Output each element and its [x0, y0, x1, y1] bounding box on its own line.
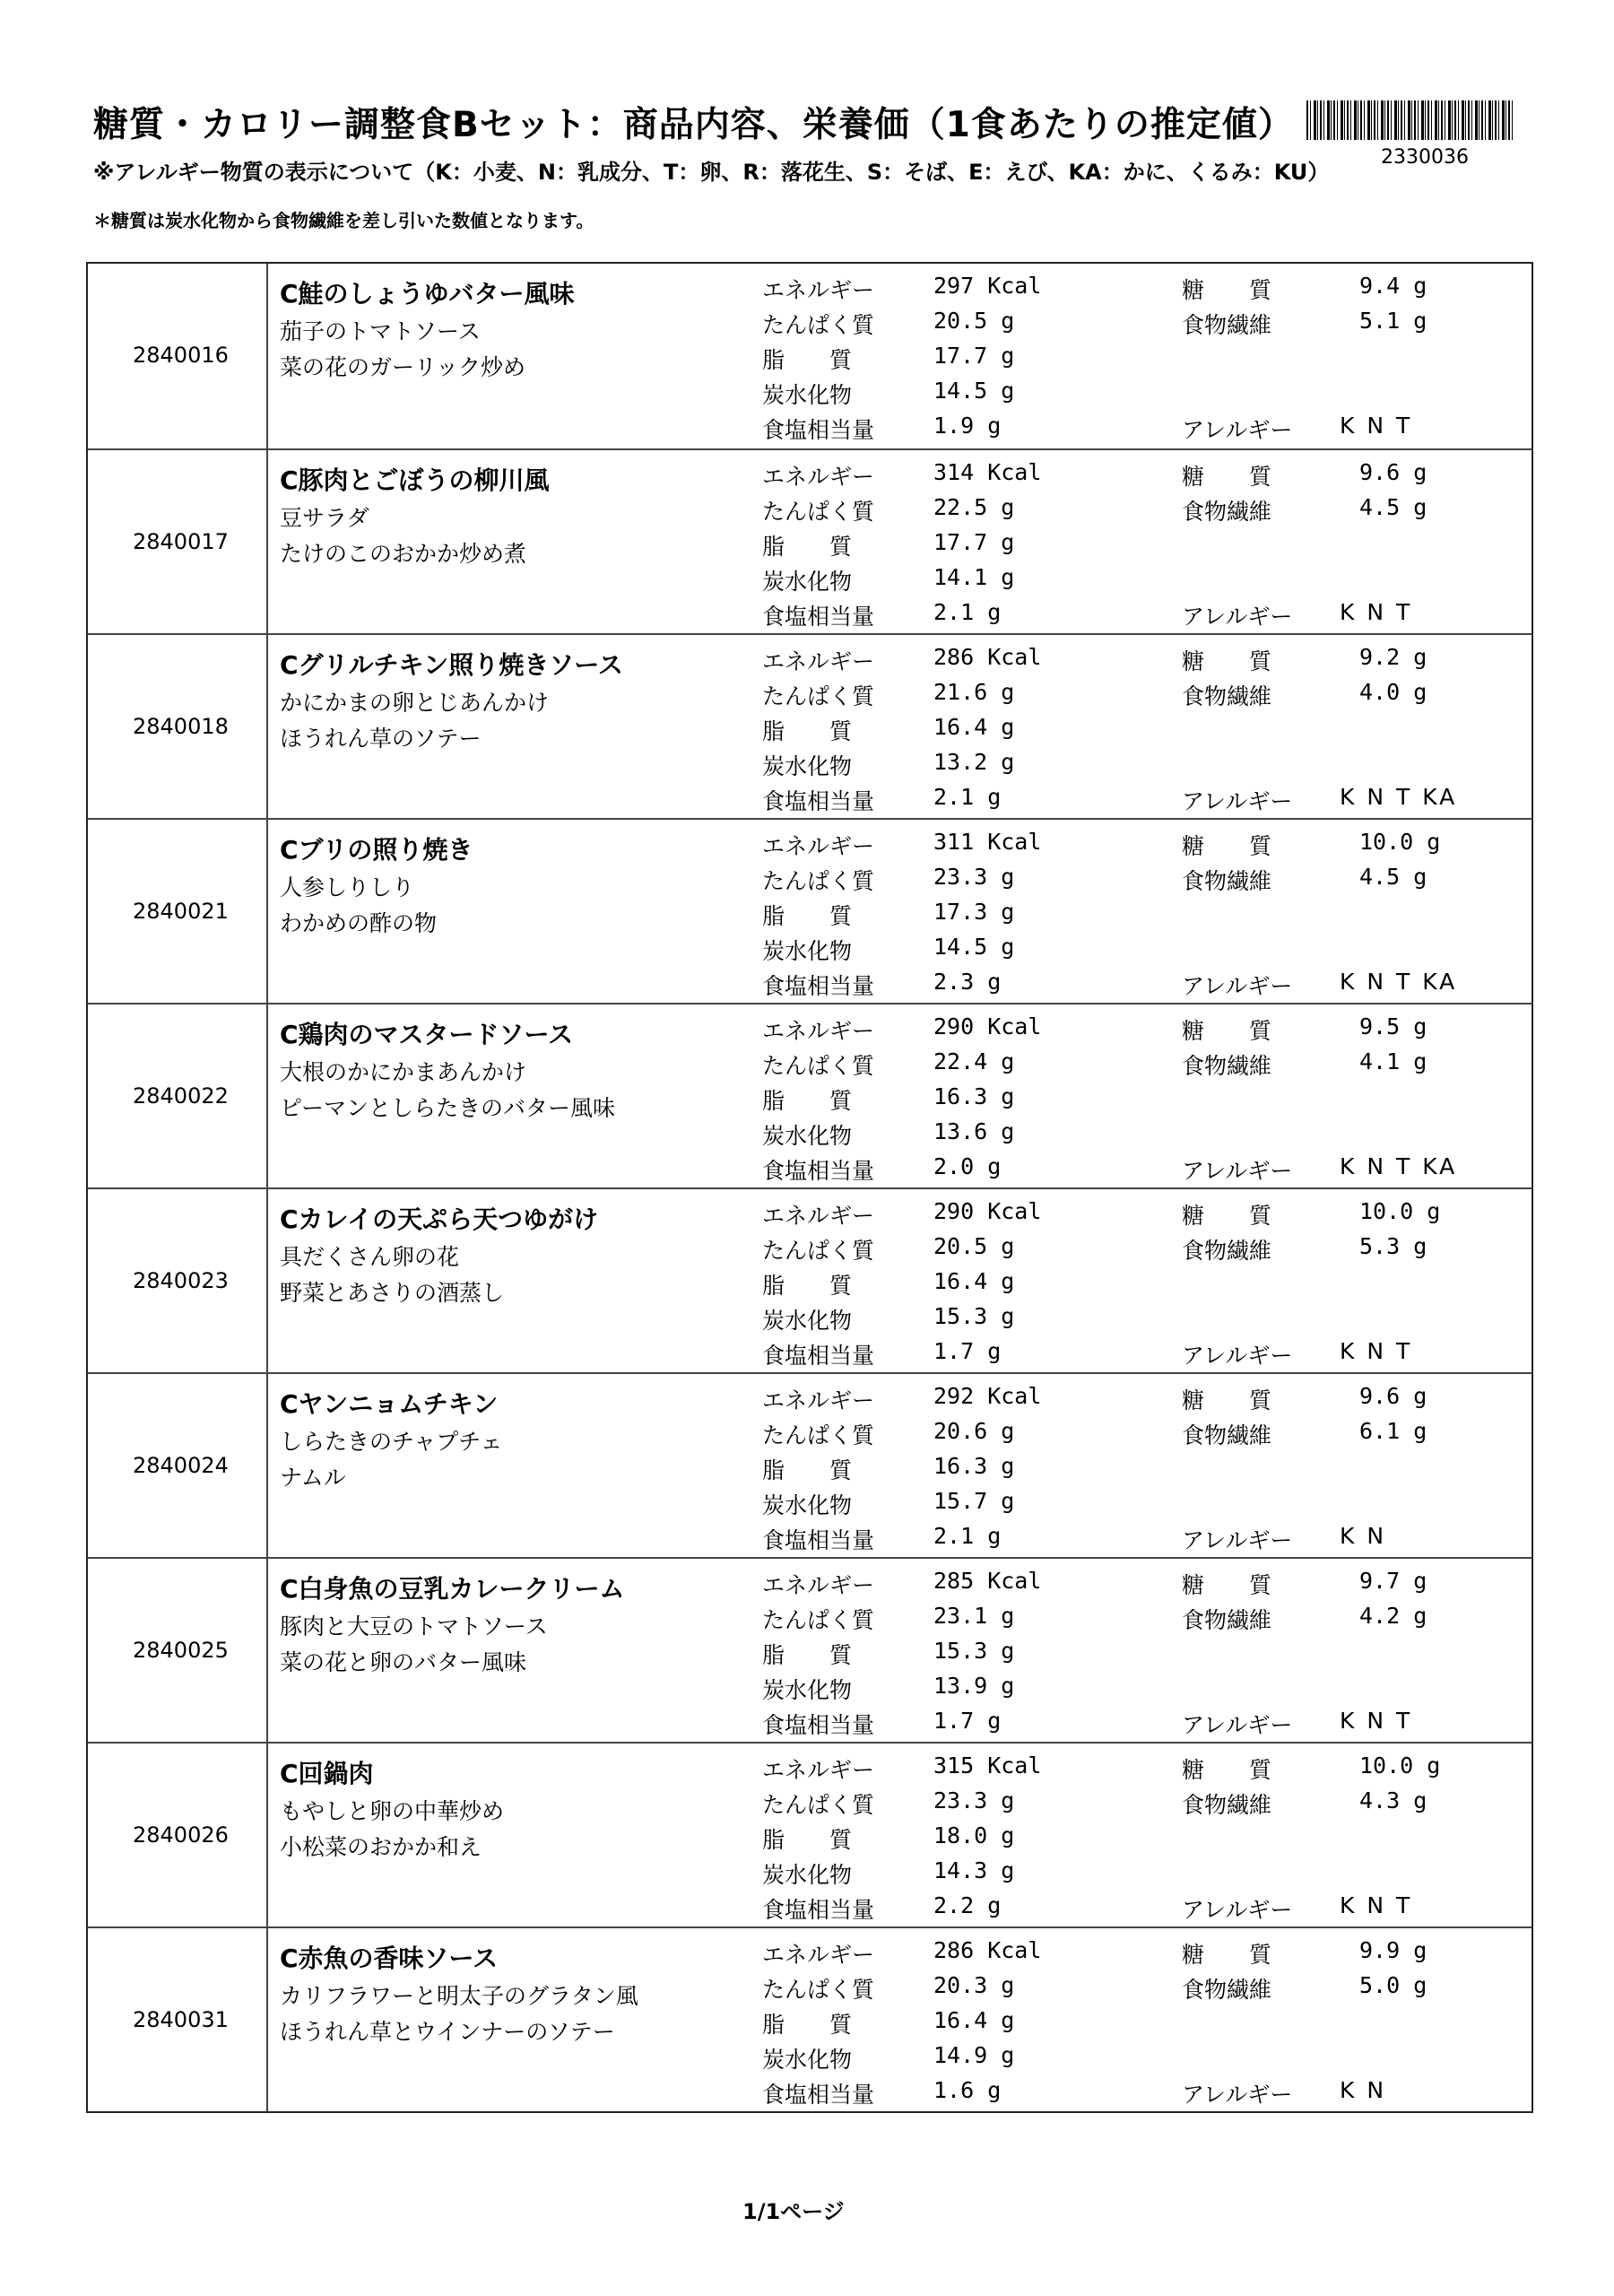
protein-value: 23.1 g — [933, 1603, 1015, 1629]
salt-label: 食塩相当量 — [762, 1527, 875, 1553]
product-code: 2840023 — [133, 1268, 229, 1293]
carbs-value: 14.3 g — [933, 1857, 1015, 1883]
sugar-value: 9.2 g — [1359, 644, 1427, 670]
energy-value: 290 Kcal — [933, 1013, 1042, 1039]
sugar-value: 9.6 g — [1359, 1383, 1427, 1409]
salt-value: 2.0 g — [933, 1153, 1002, 1179]
fiber-value: 6.1 g — [1359, 1418, 1427, 1444]
salt-label: 食塩相当量 — [762, 973, 875, 999]
fiber-label: 食物繊維 — [1182, 1977, 1272, 2003]
protein-label: たんぱく質 — [762, 499, 875, 525]
sugar-label: 糖 質 — [1182, 1572, 1272, 1598]
fat-value: 16.4 g — [933, 2007, 1015, 2033]
salt-label: 食塩相当量 — [762, 1343, 875, 1369]
fiber-value: 4.5 g — [1359, 864, 1427, 890]
protein-label: たんぱく質 — [762, 1977, 875, 2003]
fat-label: 脂 質 — [762, 718, 853, 744]
fiber-value: 5.0 g — [1359, 1972, 1427, 1998]
sugar-value: 9.4 g — [1359, 273, 1427, 299]
column-divider — [266, 264, 268, 448]
energy-value: 290 Kcal — [933, 1198, 1042, 1224]
energy-label: エネルギー — [762, 648, 875, 674]
allergen-codes: K N — [1340, 2077, 1387, 2103]
product-code: 2840021 — [133, 899, 229, 924]
product-code: 2840017 — [133, 529, 229, 554]
fiber-value: 5.3 g — [1359, 1233, 1427, 1259]
sugar-label: 糖 質 — [1182, 1203, 1272, 1229]
fiber-label: 食物繊維 — [1182, 868, 1272, 894]
protein-label: たんぱく質 — [762, 1238, 875, 1264]
allergen-codes: K N T — [1340, 1338, 1413, 1364]
fiber-label: 食物繊維 — [1182, 1238, 1272, 1264]
fat-label: 脂 質 — [762, 1642, 853, 1668]
side-dish-1: しらたきのチャプチェ — [280, 1429, 503, 1455]
energy-label: エネルギー — [762, 1203, 875, 1229]
product-code: 2840022 — [133, 1083, 229, 1109]
product-code: 2840025 — [133, 1638, 229, 1663]
fiber-label: 食物繊維 — [1182, 312, 1272, 338]
salt-value: 2.1 g — [933, 784, 1002, 810]
allergy-label: アレルギー — [1182, 1527, 1293, 1553]
barcode-image — [1306, 100, 1513, 140]
energy-label: エネルギー — [762, 277, 875, 303]
side-dish-2: ほうれん草のソテー — [280, 726, 482, 752]
carbs-value: 13.2 g — [933, 749, 1015, 775]
carbs-value: 14.1 g — [933, 564, 1015, 590]
fiber-value: 4.2 g — [1359, 1603, 1427, 1629]
side-dish-1: 豚肉と大豆のトマトソース — [280, 1613, 548, 1639]
energy-label: エネルギー — [762, 1942, 875, 1968]
fiber-value: 4.1 g — [1359, 1048, 1427, 1074]
protein-label: たんぱく質 — [762, 868, 875, 894]
energy-value: 315 Kcal — [933, 1752, 1042, 1779]
side-dish-2: 小松菜のおかか和え — [280, 1834, 482, 1860]
main-dish: C豚肉とごぼうの柳川風 — [280, 465, 550, 495]
menu-row — [88, 1557, 1532, 1742]
sugar-label: 糖 質 — [1182, 1942, 1272, 1968]
salt-value: 1.7 g — [933, 1338, 1002, 1364]
fat-label: 脂 質 — [762, 347, 853, 373]
energy-value: 285 Kcal — [933, 1568, 1042, 1594]
column-divider — [266, 1928, 268, 2111]
fat-value: 16.3 g — [933, 1083, 1015, 1109]
salt-label: 食塩相当量 — [762, 1712, 875, 1738]
column-divider — [266, 635, 268, 818]
carbs-value: 14.9 g — [933, 2042, 1015, 2068]
column-divider — [266, 1189, 268, 1372]
fiber-value: 5.1 g — [1359, 308, 1427, 334]
side-dish-2: 菜の花と卵のバター風味 — [280, 1649, 527, 1675]
carbs-label: 炭水化物 — [762, 938, 853, 964]
salt-label: 食塩相当量 — [762, 1158, 875, 1184]
fat-label: 脂 質 — [762, 1457, 853, 1483]
side-dish-2: ピーマンとしらたきのバター風味 — [280, 1095, 616, 1121]
side-dish-2: わかめの酢の物 — [280, 910, 438, 936]
menu-row — [88, 633, 1532, 818]
energy-label: エネルギー — [762, 833, 875, 859]
side-dish-1: 大根のかにかまあんかけ — [280, 1059, 527, 1085]
main-dish: C回鍋肉 — [280, 1759, 374, 1788]
main-dish: C白身魚の豆乳カレークリーム — [280, 1574, 625, 1604]
carbs-label: 炭水化物 — [762, 1677, 853, 1703]
salt-label: 食塩相当量 — [762, 2082, 875, 2108]
menu-row — [88, 1926, 1532, 2111]
page-number: 1/1ページ — [742, 2199, 845, 2224]
protein-label: たんぱく質 — [762, 1792, 875, 1818]
barcode-number: 2330036 — [1381, 146, 1469, 169]
product-code: 2840024 — [133, 1453, 229, 1478]
fiber-value: 4.3 g — [1359, 1787, 1427, 1813]
main-dish: Cカレイの天ぷら天つゆがけ — [280, 1205, 599, 1234]
allergen-codes: K N T — [1340, 1708, 1413, 1734]
allergy-label: アレルギー — [1182, 1343, 1293, 1369]
fat-label: 脂 質 — [762, 1827, 853, 1853]
allergen-codes: K N T KA — [1340, 969, 1458, 995]
side-dish-1: 茄子のトマトソース — [280, 318, 481, 344]
carbs-value: 14.5 g — [933, 378, 1015, 404]
sugar-label: 糖 質 — [1182, 1018, 1272, 1044]
fat-label: 脂 質 — [762, 534, 853, 560]
main-dish: Cブリの照り焼き — [280, 835, 473, 865]
fat-value: 15.3 g — [933, 1638, 1015, 1664]
allergen-codes: K N — [1340, 1523, 1387, 1549]
allergen-codes: K N T KA — [1340, 1153, 1458, 1179]
fiber-label: 食物繊維 — [1182, 1607, 1272, 1633]
protein-label: たんぱく質 — [762, 312, 875, 338]
allergy-label: アレルギー — [1182, 973, 1293, 999]
sugar-label: 糖 質 — [1182, 1757, 1272, 1783]
protein-value: 22.5 g — [933, 494, 1015, 520]
allergy-label: アレルギー — [1182, 604, 1293, 630]
side-dish-1: カリフラワーと明太子のグラタン風 — [280, 1983, 638, 2009]
column-divider — [266, 1744, 268, 1926]
main-dish: Cヤンニョムチキン — [280, 1389, 499, 1419]
carbs-value: 13.9 g — [933, 1673, 1015, 1699]
menu-row — [88, 1372, 1532, 1557]
carbs-value: 15.7 g — [933, 1488, 1015, 1514]
allergy-label: アレルギー — [1182, 788, 1293, 814]
salt-label: 食塩相当量 — [762, 788, 875, 814]
protein-label: たんぱく質 — [762, 1422, 875, 1448]
side-dish-2: ナムル — [280, 1465, 346, 1491]
carbs-label: 炭水化物 — [762, 569, 853, 595]
side-dish-2: 野菜とあさりの酒蒸し — [280, 1280, 505, 1306]
carbs-label: 炭水化物 — [762, 1123, 853, 1149]
sugar-label: 糖 質 — [1182, 1387, 1272, 1413]
main-dish: C鶏肉のマスタードソース — [280, 1020, 574, 1049]
main-dish: C鮭のしょうゆバター風味 — [280, 279, 575, 309]
protein-value: 20.5 g — [933, 308, 1015, 334]
carbs-label: 炭水化物 — [762, 1308, 853, 1334]
fat-value: 17.7 g — [933, 343, 1015, 369]
carbs-label: 炭水化物 — [762, 382, 853, 408]
allergy-label: アレルギー — [1182, 1897, 1293, 1923]
salt-value: 2.2 g — [933, 1892, 1002, 1918]
allergen-codes: K N T — [1340, 413, 1413, 439]
sugar-value: 9.7 g — [1359, 1568, 1427, 1594]
fiber-label: 食物繊維 — [1182, 1792, 1272, 1818]
protein-label: たんぱく質 — [762, 683, 875, 709]
allergen-codes: K N T — [1340, 599, 1413, 625]
side-dish-2: 菜の花のガーリック炒め — [280, 354, 526, 380]
column-divider — [266, 1374, 268, 1557]
energy-value: 292 Kcal — [933, 1383, 1042, 1409]
main-dish: C赤魚の香味ソース — [280, 1944, 499, 1973]
carbs-label: 炭水化物 — [762, 753, 853, 779]
fiber-label: 食物繊維 — [1182, 1422, 1272, 1448]
sugar-value: 9.5 g — [1359, 1013, 1427, 1039]
product-code: 2840016 — [133, 343, 229, 368]
energy-label: エネルギー — [762, 1572, 875, 1598]
menu-row — [88, 818, 1532, 1003]
protein-value: 23.3 g — [933, 864, 1015, 890]
menu-table — [86, 262, 1533, 2113]
sugar-label: 糖 質 — [1182, 277, 1272, 303]
fiber-label: 食物繊維 — [1182, 1053, 1272, 1079]
allergy-label: アレルギー — [1182, 1158, 1293, 1184]
energy-value: 297 Kcal — [933, 273, 1042, 299]
energy-label: エネルギー — [762, 464, 875, 490]
column-divider — [266, 450, 268, 633]
protein-value: 23.3 g — [933, 1787, 1015, 1813]
fiber-value: 4.0 g — [1359, 679, 1427, 705]
carbs-value: 14.5 g — [933, 934, 1015, 960]
menu-row — [88, 1742, 1532, 1926]
sugar-value: 10.0 g — [1359, 829, 1441, 855]
column-divider — [266, 1559, 268, 1742]
energy-label: エネルギー — [762, 1018, 875, 1044]
sugar-label: 糖 質 — [1182, 464, 1272, 490]
side-dish-1: 人参しりしり — [280, 874, 415, 900]
carbs-value: 13.6 g — [933, 1118, 1015, 1144]
menu-row — [88, 264, 1532, 448]
column-divider — [266, 1004, 268, 1187]
protein-label: たんぱく質 — [762, 1607, 875, 1633]
energy-label: エネルギー — [762, 1757, 875, 1783]
side-dish-1: もやしと卵の中華炒め — [280, 1798, 505, 1824]
fat-value: 16.4 g — [933, 1268, 1015, 1294]
protein-label: たんぱく質 — [762, 1053, 875, 1079]
allergy-label: アレルギー — [1182, 1712, 1293, 1738]
protein-value: 21.6 g — [933, 679, 1015, 705]
fiber-label: 食物繊維 — [1182, 499, 1272, 525]
product-code: 2840031 — [133, 2007, 229, 2032]
main-dish: Cグリルチキン照り焼きソース — [280, 650, 623, 680]
salt-value: 2.1 g — [933, 599, 1002, 625]
allergen-codes: K N T — [1340, 1892, 1413, 1918]
allergy-label: アレルギー — [1182, 2082, 1293, 2108]
salt-label: 食塩相当量 — [762, 1897, 875, 1923]
carbs-label: 炭水化物 — [762, 1862, 853, 1888]
fat-value: 18.0 g — [933, 1822, 1015, 1848]
side-dish-1: 具だくさん卵の花 — [280, 1244, 460, 1270]
side-dish-1: 豆サラダ — [280, 505, 369, 531]
carbs-label: 炭水化物 — [762, 2047, 853, 2073]
protein-value: 20.5 g — [933, 1233, 1015, 1259]
sugar-note: ＊糖質は炭水化物から食物繊維を差し引いた数値となります。 — [93, 210, 594, 231]
sugar-value: 10.0 g — [1359, 1752, 1441, 1779]
fat-value: 16.3 g — [933, 1453, 1015, 1479]
carbs-label: 炭水化物 — [762, 1492, 853, 1518]
energy-label: エネルギー — [762, 1387, 875, 1413]
sugar-label: 糖 質 — [1182, 648, 1272, 674]
energy-value: 314 Kcal — [933, 459, 1042, 485]
sugar-value: 9.9 g — [1359, 1937, 1427, 1963]
fiber-value: 4.5 g — [1359, 494, 1427, 520]
product-code: 2840026 — [133, 1822, 229, 1848]
menu-row — [88, 448, 1532, 633]
product-code: 2840018 — [133, 714, 229, 739]
protein-value: 22.4 g — [933, 1048, 1015, 1074]
sugar-value: 10.0 g — [1359, 1198, 1441, 1224]
salt-label: 食塩相当量 — [762, 417, 875, 443]
energy-value: 286 Kcal — [933, 644, 1042, 670]
carbs-value: 15.3 g — [933, 1303, 1015, 1329]
side-dish-1: かにかまの卵とじあんかけ — [280, 690, 550, 716]
energy-value: 286 Kcal — [933, 1937, 1042, 1963]
menu-row — [88, 1187, 1532, 1372]
fat-value: 17.7 g — [933, 529, 1015, 555]
sugar-value: 9.6 g — [1359, 459, 1427, 485]
fat-value: 17.3 g — [933, 899, 1015, 925]
menu-row — [88, 1003, 1532, 1187]
side-dish-2: たけのこのおかか炒め煮 — [280, 541, 527, 567]
salt-value: 1.6 g — [933, 2077, 1002, 2103]
energy-value: 311 Kcal — [933, 829, 1042, 855]
allergy-label: アレルギー — [1182, 417, 1293, 443]
side-dish-2: ほうれん草とウインナーのソテー — [280, 2019, 615, 2045]
fat-label: 脂 質 — [762, 2012, 853, 2038]
protein-value: 20.6 g — [933, 1418, 1015, 1444]
sugar-label: 糖 質 — [1182, 833, 1272, 859]
salt-value: 2.3 g — [933, 969, 1002, 995]
protein-value: 20.3 g — [933, 1972, 1015, 1998]
allergen-codes: K N T KA — [1340, 784, 1458, 810]
fiber-label: 食物繊維 — [1182, 683, 1272, 709]
document-title: 糖質・カロリー調整食Bセット：商品内容、栄養価（1食あたりの推定値） — [93, 105, 1294, 145]
salt-value: 1.7 g — [933, 1708, 1002, 1734]
salt-value: 1.9 g — [933, 413, 1002, 439]
fat-label: 脂 質 — [762, 1273, 853, 1299]
fat-label: 脂 質 — [762, 903, 853, 929]
fat-value: 16.4 g — [933, 714, 1015, 740]
salt-value: 2.1 g — [933, 1523, 1002, 1549]
salt-label: 食塩相当量 — [762, 604, 875, 630]
fat-label: 脂 質 — [762, 1088, 853, 1114]
column-divider — [266, 820, 268, 1003]
allergy-legend: ※アレルギー物質の表示について（K：小麦、N：乳成分、T：卵、R：落花生、S：そば、E：えび、KA：かに、くるみ：KU） — [93, 160, 1330, 185]
